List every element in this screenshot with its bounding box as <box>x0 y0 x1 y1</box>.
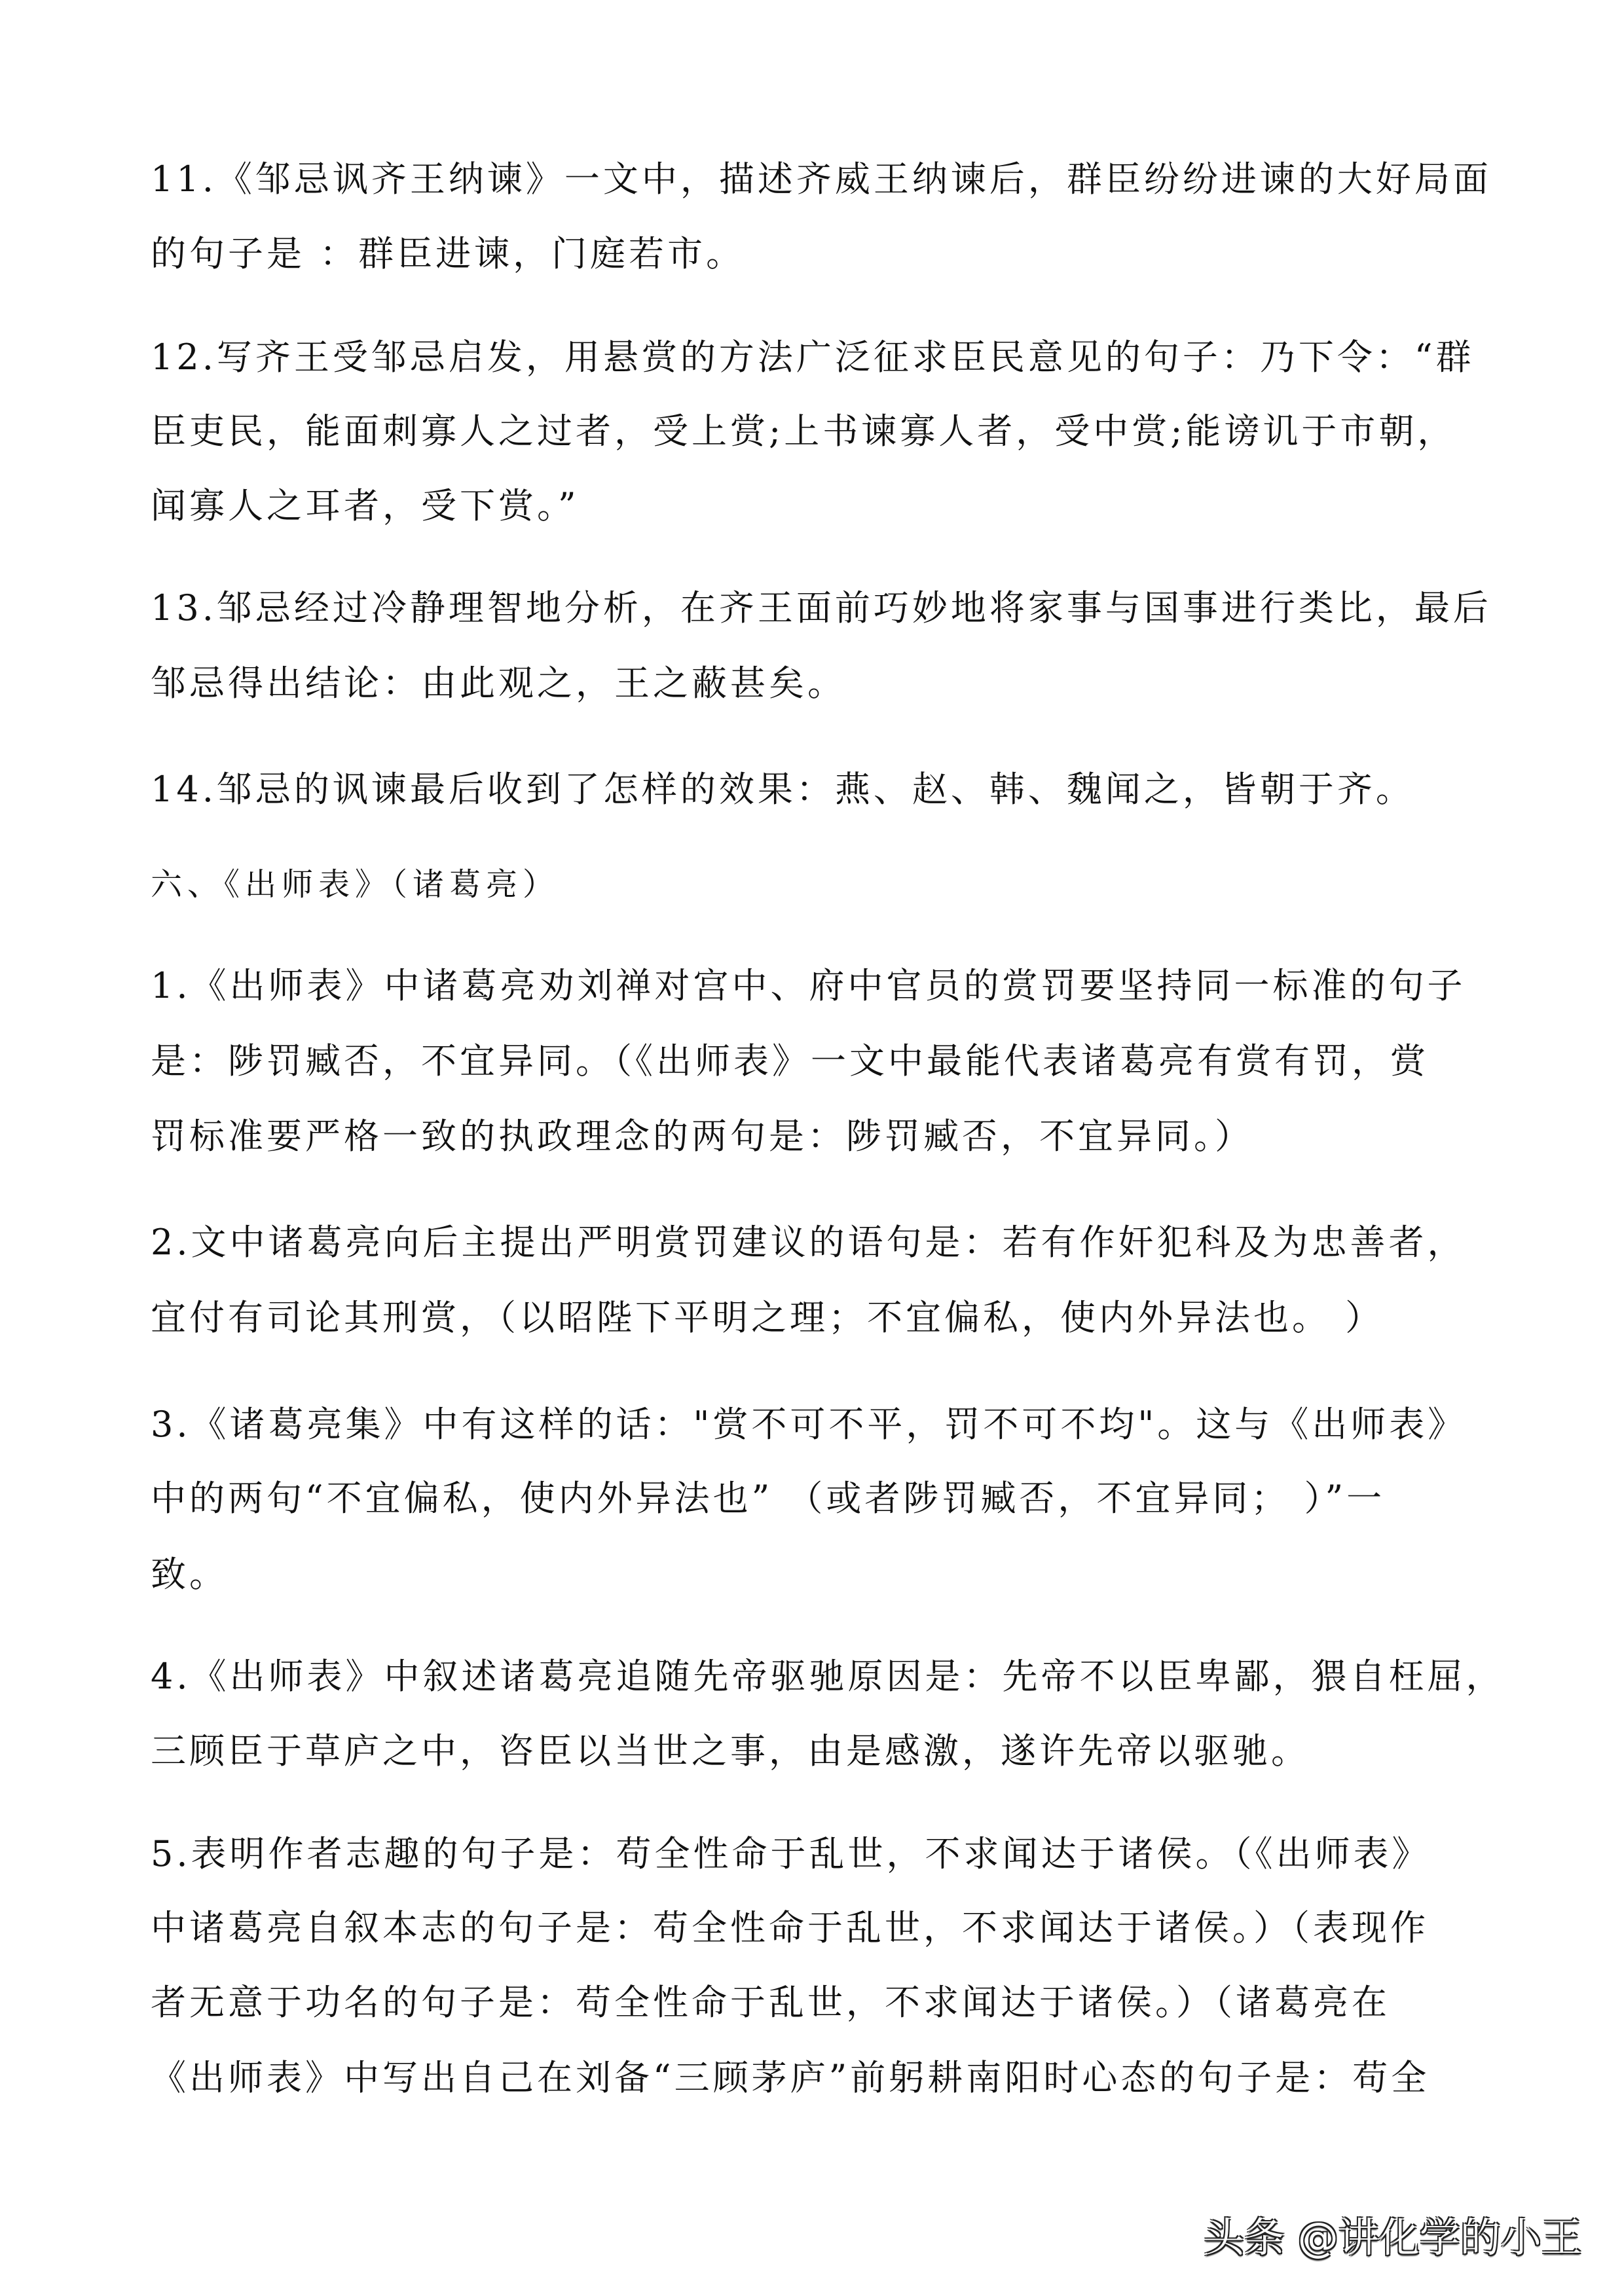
question-14-line-1: 14.邹忌的讽谏最后收到了怎样的效果：燕、赵、韩、魏闻之，皆朝于齐。 <box>151 769 1414 810</box>
section6-question-1-line-1: 1.《出师表》中诸葛亮劝刘禅对宫中、府中官员的赏罚要坚持同一标准的句子 <box>151 965 1466 1006</box>
section6-question-3-line-1: 3.《诸葛亮集》中有这样的话："赏不可不平，罚不可不均"。这与《出师表》 <box>151 1404 1467 1445</box>
section6-question-3-line-2: 中的两句“不宜偏私，使内外异法也” （或者陟罚臧否，不宜异同； ）”一 <box>151 1478 1386 1519</box>
section6-question-1-line-2: 是：陟罚臧否，不宜异同。（《出师表》一文中最能代表诸葛亮有赏有罚，赏 <box>151 1040 1429 1082</box>
section-heading: 六、《出师表》（诸葛亮） <box>151 866 560 903</box>
section6-question-4-line-2: 三顾臣于草庐之中，咨臣以当世之事，由是感激，遂许先帝以驱驰。 <box>151 1730 1310 1772</box>
section6-question-5-line-1: 5.表明作者志趣的句子是：苟全性命于乱世，不求闻达于诸侯。（《出师表》 <box>151 1833 1431 1874</box>
section6-question-5-line-2: 中诸葛亮自叙本志的句子是：苟全性命于乱世，不求闻达于诸侯。）（表现作 <box>151 1907 1429 1948</box>
section6-question-2-line-2: 宜付有司论其刑赏，（以昭陛下平明之理；不宜偏私，使内外异法也。 ） <box>151 1297 1384 1338</box>
question-11-line-1: 11.《邹忌讽齐王纳谏》一文中，描述齐威王纳谏后，群臣纷纷进谏的大好局面 <box>151 158 1492 200</box>
section6-question-5-line-4: 《出师表》中写出自己在刘备“三顾茅庐”前躬耕南阳时心态的句子是：苟全 <box>151 2057 1430 2098</box>
question-13-line-1: 13.邹忌经过冷静理智地分析，在齐王面前巧妙地将家事与国事进行类比，最后 <box>151 587 1492 629</box>
question-13-line-2: 邹忌得出结论：由此观之，王之蔽甚矣。 <box>151 663 846 704</box>
section6-question-4-line-1: 4.《出师表》中叙述诸葛亮追随先帝驱驰原因是：先帝不以臣卑鄙，猥自枉屈， <box>151 1656 1505 1697</box>
question-11-line-2: 的句子是 ：群臣进谏，门庭若市。 <box>151 233 745 274</box>
question-12-line-3: 闻寡人之耳者，受下赏。” <box>151 485 580 526</box>
section6-question-2-line-1: 2.文中诸葛亮向后主提出严明赏罚建议的语句是：若有作奸犯科及为忠善者， <box>151 1222 1466 1263</box>
question-12-line-1: 12.写齐王受邹忌启发，用悬赏的方法广泛征求臣民意见的句子：乃下令：“群 <box>151 337 1475 378</box>
section6-question-1-line-3: 罚标准要严格一致的执政理念的两句是：陟罚臧否，不宜异同。） <box>151 1116 1253 1157</box>
question-12-line-2: 臣吏民，能面刺寡人之过者，受上赏;上书谏寡人者，受中赏;能谤讥于市朝， <box>151 410 1456 452</box>
watermark: 头条 @讲化学的小王 <box>1204 2214 1582 2261</box>
section6-question-5-line-3: 者无意于功名的句子是：苟全性命于乱世，不求闻达于诸侯。）（诸葛亮在 <box>151 1982 1390 2023</box>
section6-question-3-line-3: 致。 <box>151 1554 228 1595</box>
